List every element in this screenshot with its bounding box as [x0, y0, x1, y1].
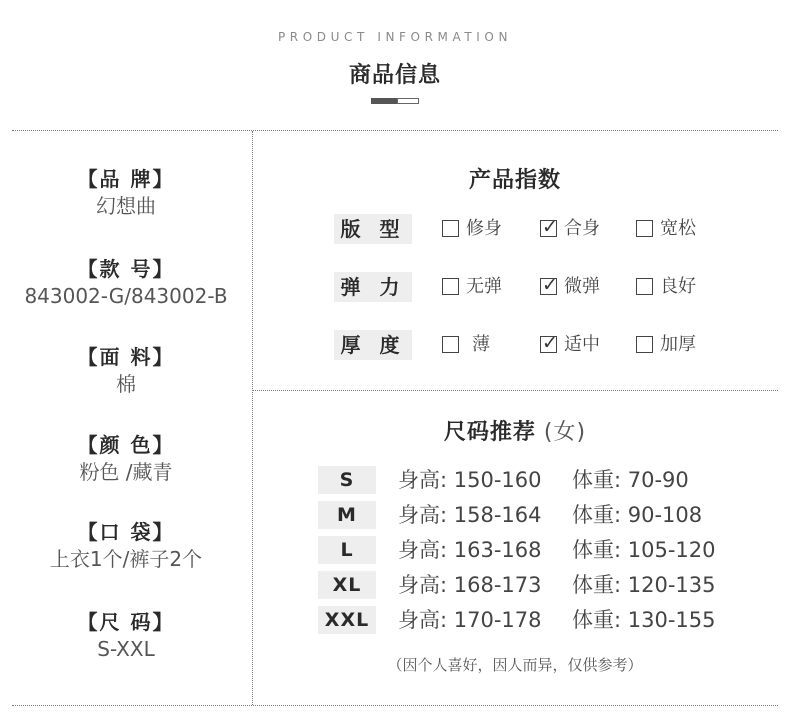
- divider-bottom: [12, 705, 778, 706]
- option-label: 加厚: [660, 334, 696, 355]
- page-title: 商品信息: [348, 63, 441, 88]
- info-label: 【面 料】: [77, 345, 175, 369]
- option-label: 无弹: [466, 276, 502, 297]
- title-underline: [371, 98, 419, 104]
- info-brand: [0, 166, 252, 220]
- index-row-label: 厚 度: [334, 330, 412, 360]
- size-recommend-title: [252, 415, 778, 446]
- info-fabric: [0, 344, 252, 398]
- info-style-number: [0, 256, 252, 310]
- checkbox-icon: [636, 220, 653, 237]
- option-label: 薄: [472, 334, 490, 355]
- divider-middle: [252, 390, 778, 391]
- option-label: 良好: [660, 276, 696, 297]
- product-index-title-text: 产品指数: [468, 168, 561, 193]
- info-pocket: [0, 519, 252, 573]
- info-size: [0, 609, 252, 663]
- info-label: 【品 牌】: [77, 167, 175, 191]
- info-label: 【颜 色】: [77, 433, 175, 457]
- info-value: S-XXL: [97, 637, 155, 661]
- size-tag: S: [318, 466, 376, 494]
- info-color: [0, 432, 252, 486]
- size-weight: 体重: 90-108: [572, 503, 703, 527]
- index-row-label: 版 型: [334, 214, 412, 244]
- size-height: 身高: 170-178: [398, 608, 542, 632]
- size-weight: 体重: 70-90: [572, 468, 689, 492]
- checkbox-icon: [636, 336, 653, 353]
- size-weight: 体重: 120-135: [572, 573, 716, 597]
- checkbox-icon: [442, 336, 459, 353]
- info-value: 棉: [116, 372, 136, 396]
- option-label: 合身: [564, 218, 600, 239]
- size-height: 身高: 158-164: [398, 503, 542, 527]
- size-tag: XL: [318, 571, 376, 599]
- checkbox-checked-icon: ✓: [542, 332, 558, 354]
- size-note: （因个人喜好，因人而异，仅供参考）: [387, 656, 643, 674]
- size-height: 身高: 150-160: [398, 468, 542, 492]
- underline-dark-segment: [371, 98, 397, 104]
- size-recommend-title-suffix: (女): [535, 420, 587, 445]
- product-index-title: [252, 163, 778, 194]
- product-info-column: [0, 131, 252, 705]
- option-label: 宽松: [660, 218, 696, 239]
- size-height: 身高: 168-173: [398, 573, 542, 597]
- size-height: 身高: 163-168: [398, 538, 542, 562]
- size-tag: L: [318, 536, 376, 564]
- header-eyebrow: PRODUCT INFORMATION: [277, 30, 513, 44]
- index-row-label: 弹 力: [334, 272, 412, 302]
- option-label: 修身: [466, 218, 502, 239]
- size-weight: 体重: 105-120: [572, 538, 716, 562]
- size-recommend-title-text: 尺码推荐: [443, 420, 536, 445]
- checkbox-checked-icon: ✓: [542, 274, 558, 296]
- size-weight: 体重: 130-155: [572, 608, 716, 632]
- option-label: 微弹: [564, 276, 600, 297]
- info-value: 幻想曲: [96, 194, 156, 218]
- checkbox-icon: [442, 220, 459, 237]
- underline-light-segment: [397, 98, 419, 104]
- info-value: 上衣1个/裤子2个: [49, 547, 203, 571]
- info-label: 【款 号】: [77, 257, 175, 281]
- size-tag: M: [318, 501, 376, 529]
- option-label: 适中: [564, 334, 600, 355]
- size-tag: XXL: [318, 606, 376, 634]
- info-value: 粉色 /藏青: [79, 460, 173, 484]
- info-label: 【尺 码】: [77, 610, 175, 634]
- checkbox-checked-icon: ✓: [542, 216, 558, 238]
- checkbox-icon: [442, 278, 459, 295]
- info-value: 843002-G/843002-B: [24, 284, 228, 308]
- checkbox-icon: [636, 278, 653, 295]
- info-label: 【口 袋】: [77, 520, 175, 544]
